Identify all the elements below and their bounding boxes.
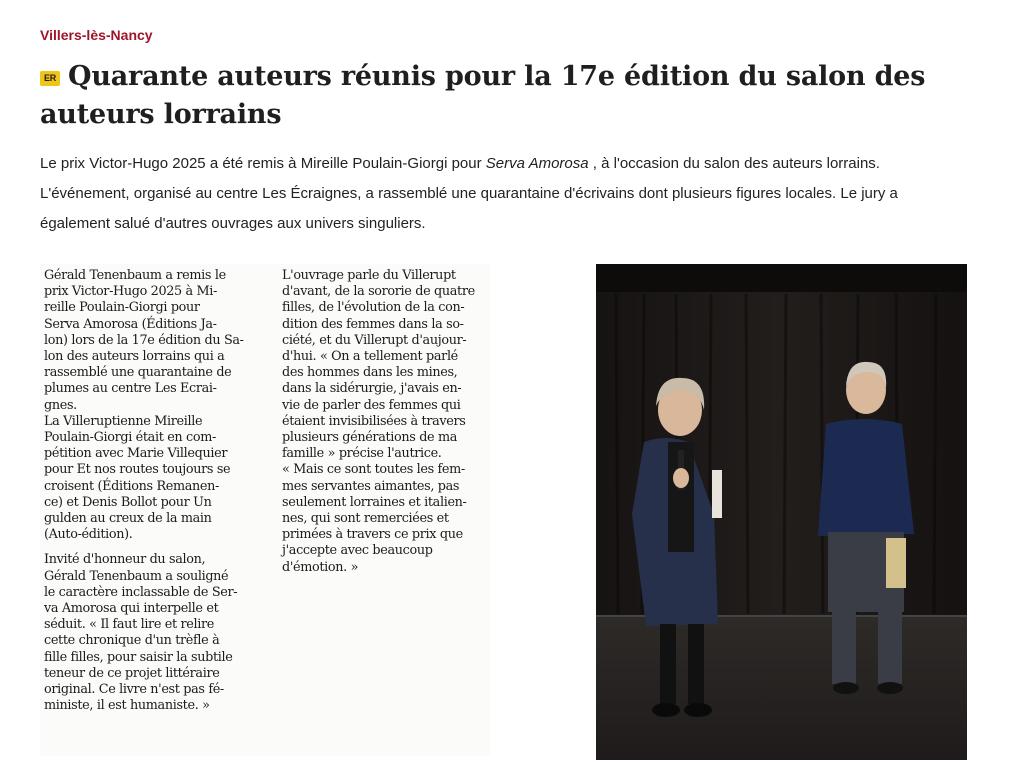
clipping-line: dans la sidérurgie, j'avais en- (282, 381, 462, 397)
clipping-line: séduit. « Il faut lire et relire (44, 617, 214, 633)
clipping-line: ciété, et du Villerupt d'aujour- (282, 332, 467, 348)
clipping-line: mes servantes aimantes, pas (282, 478, 460, 494)
clipping-line: cette chronique d'un trèfle à (44, 633, 220, 649)
clipping-line: ce) et Denis Bollot pour Un (44, 494, 212, 510)
clipping-line: gnes. (44, 397, 77, 413)
clipping-line: famille » précise l'autrice. (282, 446, 442, 462)
clipping-line: prix Victor-Hugo 2025 à Mi- (44, 284, 218, 300)
clipping-line: fille filles, pour saisir la subtile (44, 649, 233, 665)
clipping-column-2 (282, 268, 486, 576)
clipping-line: plusieurs générations de ma (282, 430, 458, 446)
clipping-line: lon des auteurs lorrains qui a (44, 349, 225, 365)
stage-floor (596, 616, 967, 760)
article-title-text: Quarante auteurs réunis pour la 17e édition du salon des auteurs lorrains (40, 61, 926, 130)
newspaper-clipping (40, 264, 490, 756)
lede-line: également salué d'autres ouvrages aux univers singuliers. (40, 215, 426, 232)
ceiling (596, 264, 967, 292)
clipping-line: original. Ce livre n'est pas fé- (44, 682, 224, 698)
clipping-line: des hommes dans les mines, (282, 365, 458, 381)
clipping-line: pétition avec Marie Villequier (44, 446, 228, 462)
clipping-line: L'ouvrage parle du Villerupt (282, 268, 456, 283)
clipping-line: dition des femmes dans la so- (282, 316, 464, 332)
clipping-line: reille Poulain-Giorgi pour (44, 300, 200, 316)
clipping-line: croisent (Éditions Remanen- (44, 478, 220, 494)
clipping-line: « Mais ce sont toutes les fem- (282, 462, 465, 478)
clipping-line: d'émotion. » (282, 559, 359, 575)
clipping-line: ministe, il est humaniste. » (44, 698, 210, 714)
clipping-line: teneur de ce projet littéraire (44, 665, 220, 681)
clipping-line: va Amorosa qui interpelle et (44, 601, 219, 617)
section-kicker[interactable]: Villers-lès-Nancy (40, 27, 153, 43)
clipping-column-1 (44, 268, 258, 714)
clipping-line: rassemblé une quarantaine de (44, 365, 232, 381)
stage-photo-illustration (596, 264, 967, 760)
clipping-line: d'avant, de la sororie de quatre (282, 284, 475, 300)
clipping-line: primées à travers ce prix que (282, 527, 463, 543)
clipping-line: j'accepte avec beaucoup (282, 543, 433, 559)
article-lede (40, 149, 1008, 239)
clipping-line: plumes au centre Les Ecrai- (44, 381, 217, 397)
clipping-line: Poulain-Giorgi était en com- (44, 430, 216, 446)
clipping-line: Gérald Tenenbaum a remis le (44, 268, 226, 283)
event-photo (596, 264, 967, 760)
article-title (40, 58, 1000, 134)
paragraph-gap (44, 543, 258, 552)
lede-line: L'événement, organisé au centre Les Écraignes, a rassemblé une quarantaine d'écrivains dont plusieurs figures locales. Le jury a (40, 185, 898, 202)
lede-line: Le prix Victor-Hugo 2025 a été remis à Mireille Poulain-Giorgi pour Serva Amorosa , à l'occasion du salon des auteurs lorrains. (40, 155, 880, 172)
clipping-line: (Auto-édition). (44, 527, 133, 543)
clipping-line: d'hui. « On a tellement parlé (282, 349, 458, 365)
clipping-line: filles, de l'évolution de la con- (282, 300, 465, 316)
clipping-line: étaient invisibilisées à travers (282, 413, 466, 429)
clipping-line: La Villeruptienne Mireille (44, 413, 203, 429)
book-title: Serva Amorosa (485, 155, 589, 172)
clipping-line: vie de parler des femmes qui (282, 397, 461, 413)
clipping-line: seulement lorraines et italien- (282, 494, 467, 510)
clipping-line: le caractère inclassable de Ser- (44, 584, 238, 600)
clipping-line: Invité d'honneur du salon, (44, 552, 206, 568)
er-badge-icon: ER (40, 71, 60, 86)
clipping-line: nes, qui sont remerciées et (282, 511, 449, 527)
clipping-line: Serva Amorosa (Éditions Ja- (44, 316, 217, 332)
clipping-line: gulden au creux de la main (44, 511, 212, 527)
clipping-line: Gérald Tenenbaum a souligné (44, 568, 229, 584)
clipping-line: pour Et nos routes toujours se (44, 462, 231, 478)
clipping-line: lon) lors de la 17e édition du Sa- (44, 332, 244, 348)
